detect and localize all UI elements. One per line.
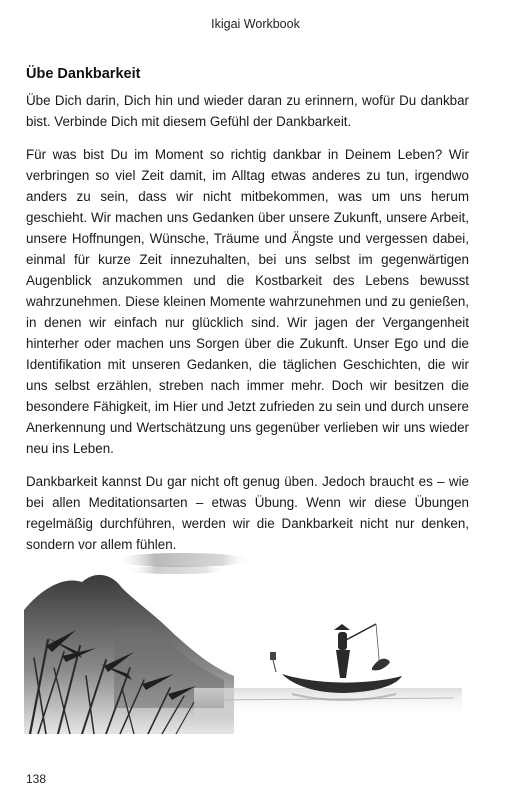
lantern bbox=[270, 652, 276, 672]
fishing-pole bbox=[346, 624, 376, 640]
page-content bbox=[26, 66, 469, 567]
cloud bbox=[114, 553, 250, 567]
fisherman bbox=[334, 624, 350, 678]
paragraph-main: Für was bist Du im Moment so richtig dankbar in Deinem Leben? Wir verbringen so viel Zeit damit, im Alltag etwas anderes zu tun, irgendwo anders zu sein, dass wir nicht mitbekommen, was um uns herum geschieht. Wir machen uns Gedanken über unsere Zukunft, unsere Arbeit, unsere Hoffnungen, Wünsche, Träume und Ängste und vergessen dabei, einmal für kurze Zeit innezuhalten, bei uns selbst im gegenwärtigen Augenblick anzukommen und die Kostbarkeit des Lebens bewusst wahrzunehmen. Diese kleinen Momente wahrzunehmen und zu genießen, in denen wir einfach nur glücklich sind. Wir jagen der Vergangenheit hinterher oder machen uns Sorgen über die Zukunft. Unser Ego und die Identifikation mit unseren Gedanken, die täglichen Geschichten, die wir uns selbst erzählen, streben nach immer mehr. Doch wir besitzen die besondere Fähigkeit, im Hier und Jetzt zufrieden zu sein und durch unsere Anerkennung und Wertschätzung uns gegenüber verlieben wir uns wieder neu ins Leben. bbox=[26, 147, 469, 456]
cormorant-bird bbox=[372, 659, 390, 671]
cloud bbox=[126, 566, 226, 574]
water bbox=[194, 688, 462, 718]
section-title: Übe Dankbarkeit bbox=[26, 66, 141, 82]
running-header: Ikigai Workbook bbox=[211, 17, 300, 31]
paragraph-intro: Übe Dich darin, Dich hin und wieder daran zu erinnern, wofür Du dankbar bist. Verbinde Dich mit diesem Gefühl der Dankbarkeit. bbox=[26, 93, 469, 129]
page-number: 138 bbox=[26, 772, 47, 786]
paragraph-closing: Dankbarkeit kannst Du gar nicht oft genug üben. Jedoch braucht es – wie bei allen Meditationsarten – etwas Übung. Wenn wir diese Übungen regelmäßig durchführen, werden wir die Dankbarkeit nicht nur denken, sondern vor allem fühlen. bbox=[26, 474, 469, 552]
ink-landscape-boat-illustration bbox=[24, 548, 462, 734]
